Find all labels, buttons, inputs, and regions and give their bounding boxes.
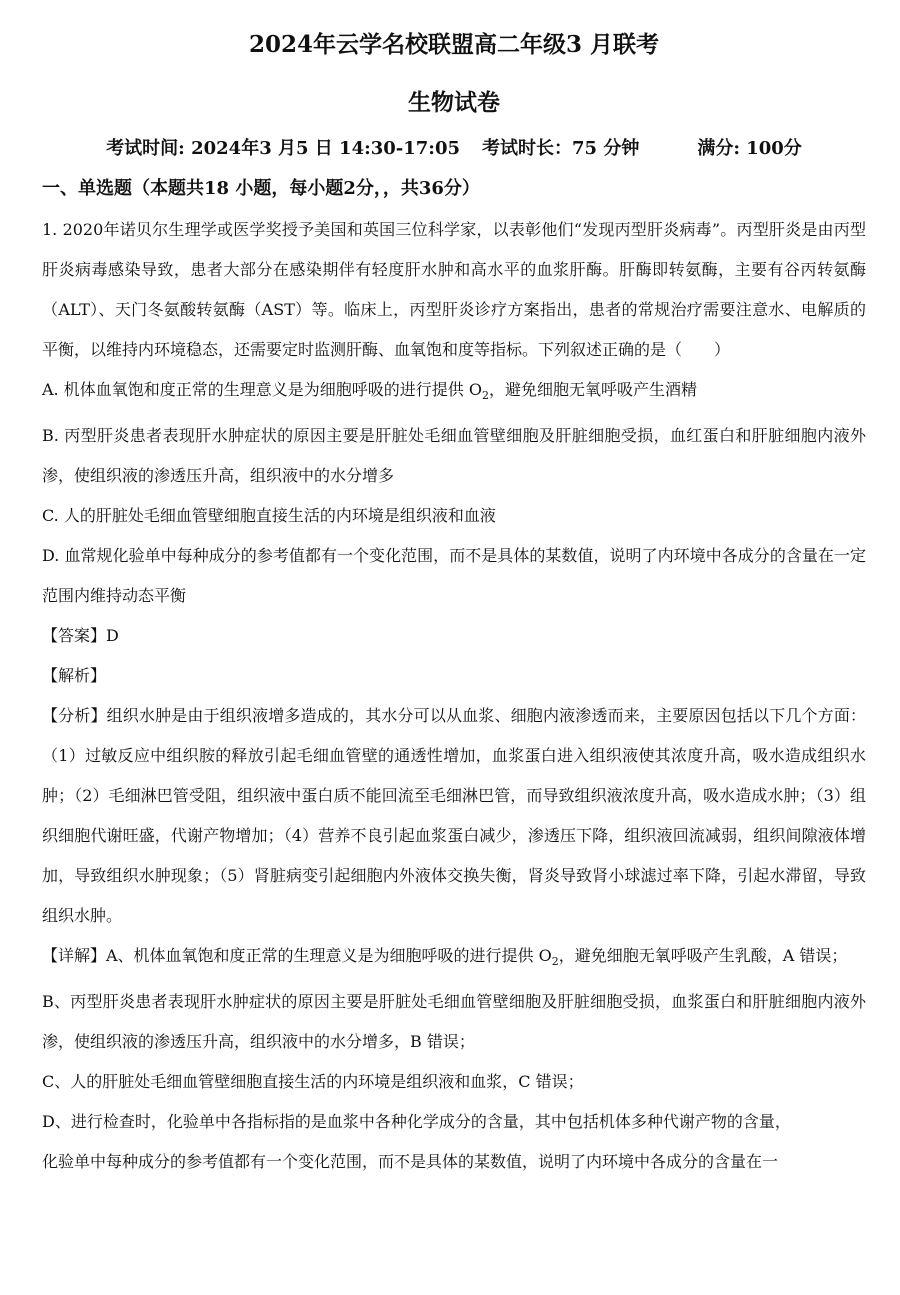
detail-d-line-1: D、进行检查时，化验单中各指标指的是血浆中各种化学成分的含量，其中包括机体多种代谢产物的含量， [42, 1112, 791, 1132]
option-a-text-end: ，避免细胞无氧呼吸产生酒精 [488, 380, 697, 399]
detail-d-line-2: 化验单中每种成分的参考值都有一个变化范围，而不是具体的某数值，说明了内环境中各成分的含量在一 [42, 1152, 779, 1172]
analysis-label: 【解析】 [42, 666, 107, 686]
detail-c: C、人的肝脏处毛细血管壁细胞直接生活的内环境是组织液和血浆，C 错误； [42, 1072, 584, 1092]
option-a [42, 370, 866, 416]
question-stem: 1. 2020年诺贝尔生理学或医学奖授予美国和英国三位科学家，以表彰他们“发现丙型肝炎病毒”。丙型肝炎是由丙型肝炎病毒感染导致，患者大部分在感染期伴有轻度肝水肿和高水平的血浆肝酶。肝酶即转氨酶，主要有谷丙转氨酶（ALT）、天门冬氨酸转氨酶（AST）等。临床上，丙型肝炎诊疗方案指出，患者的常规治疗需要注意水、电解质的平衡，以维持内环境稳态，还需要定时监测肝酶、血氧饱和度等指标。下列叙述正确的是（ ） [42, 220, 866, 359]
detail-a-subscript: 2 [551, 955, 559, 969]
option-a-subscript: 2 [481, 389, 489, 403]
full-score: 满分: 100分 [697, 138, 802, 159]
detail-b: B、丙型肝炎患者表现肝水肿症状的原因主要是肝脏处毛细血管壁细胞及肝脏细胞受损，血浆蛋白和肝脏细胞内液外渗，使组织液的渗透压升高，组织液中的水分增多，B 错误； [42, 992, 866, 1052]
exam-time: 考试时间: 2024年3 月5 日 14:30-17:05 [106, 138, 460, 159]
option-a-text: A. 机体血氧饱和度正常的生理意义是为细胞呼吸的进行提供 O [42, 380, 482, 399]
detail-a-text-end: ，避免细胞无氧呼吸产生乳酸，A 错误； [558, 946, 848, 966]
section-heading: 一、单选题（本题共18 小题，每小题2分，，共36分） [42, 178, 480, 199]
option-c: C. 人的肝脏处毛细血管壁细胞直接生活的内环境是组织液和血液 [42, 506, 496, 526]
analysis-text: 【分析】组织水肿是由于组织液增多造成的，其水分可以从血浆、细胞内液渗透而来，主要原因包括以下几个方面：（1）过敏反应中组织胺的释放引起毛细血管壁的通透性增加，血浆蛋白进入组织液使其浓度升高，吸水造成组织水肿；（2）毛细淋巴管受阻，组织液中蛋白质不能回流至毛细淋巴管，而导致组织液浓度升高，吸水造成水肿；（3）组织细胞代谢旺盛，代谢产物增加；（4）营养不良引起血浆蛋白减少，渗透压下降，组织液回流减弱，组织间隙液体增加，导致组织水肿现象；（5）肾脏病变引起细胞内外液体交换失衡，肾炎导致肾小球滤过率下降，引起水滞留，导致组织水肿。 [42, 706, 866, 926]
answer: 【答案】D [42, 626, 119, 646]
page-title: 2024年云学名校联盟高二年级3 月联考 [248, 31, 660, 58]
page-subtitle: 生物试卷 [408, 89, 500, 116]
detail-a [42, 936, 866, 982]
detail-a-text: 【详解】A、机体血氧饱和度正常的生理意义是为细胞呼吸的进行提供 O [42, 946, 552, 966]
option-d: D. 血常规化验单中每种成分的参考值都有一个变化范围，而不是具体的某数值，说明了内环境中各成分的含量在一定范围内维持动态平衡 [42, 546, 866, 606]
exam-info [42, 132, 866, 166]
exam-duration: 考试时长：75 分钟 [482, 138, 640, 159]
option-b: B. 丙型肝炎患者表现肝水肿症状的原因主要是肝脏处毛细血管壁细胞及肝脏细胞受损，血红蛋白和肝脏细胞内液外渗，使组织液的渗透压升高，组织液中的水分增多 [42, 426, 866, 486]
